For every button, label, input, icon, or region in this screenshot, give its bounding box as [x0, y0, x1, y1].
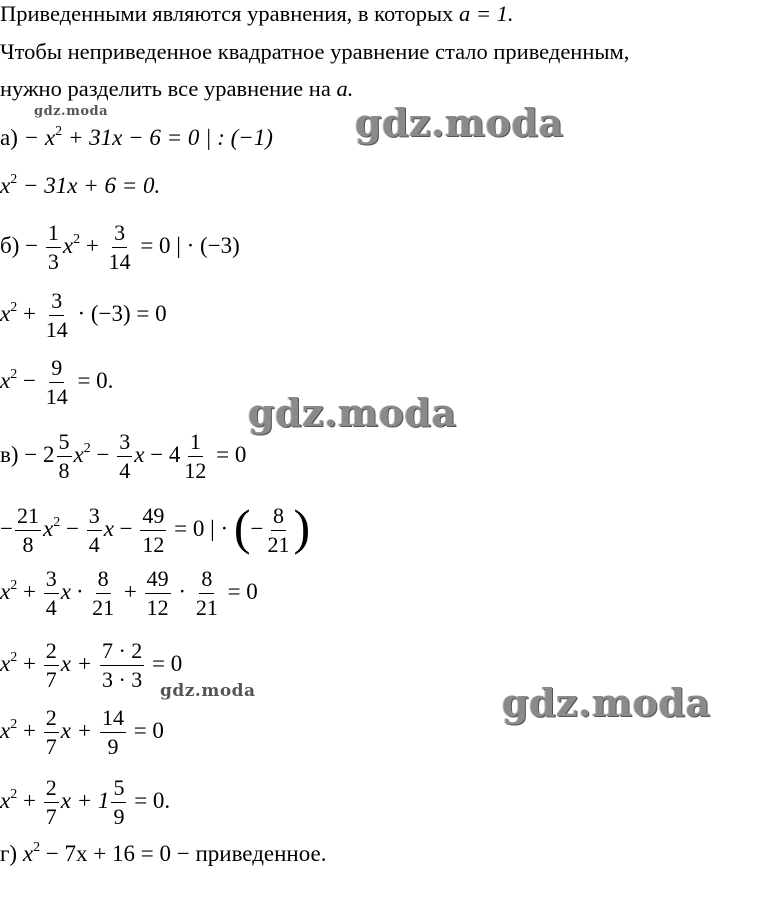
denominator: 14	[45, 384, 68, 409]
exponent: 2	[55, 124, 63, 139]
fraction	[44, 357, 70, 408]
watermark-small-top: gdz.moda	[34, 104, 109, 119]
watermark-right: gdz.moda	[502, 680, 711, 725]
eq-text: x	[0, 717, 11, 743]
fraction	[111, 777, 126, 828]
eq-text: = 0 | ·	[168, 515, 234, 541]
eq-text: x +	[60, 650, 98, 676]
eq-text: − 7x + 16 = 0 − приведенное.	[40, 841, 327, 866]
eq-text: − 31x + 6 = 0.	[17, 173, 161, 198]
part-a-eq1	[0, 124, 273, 156]
eq-text: x	[103, 515, 114, 541]
fraction	[107, 222, 133, 273]
eq-text: + 31x − 6 = 0 | : (−1)	[62, 125, 273, 150]
fraction	[46, 222, 61, 273]
denominator: 14	[45, 317, 68, 342]
intro-math-1: a = 1.	[458, 1, 514, 26]
paren-open: (	[233, 498, 251, 555]
denominator: 9	[107, 734, 119, 759]
denominator: 21	[267, 532, 290, 557]
eq-text: = 0 | · (−3)	[134, 232, 240, 258]
eq-text: x ·	[60, 578, 89, 604]
fraction	[117, 431, 132, 482]
eq-text: = 0	[127, 717, 164, 743]
fraction	[15, 505, 41, 556]
fraction	[44, 640, 59, 691]
exponent: 2	[10, 366, 18, 382]
intro-text-2: Чтобы неприведенное квадратное уравнение стало приведенным,	[0, 39, 630, 64]
eq-text: = 0.	[128, 787, 171, 813]
numerator: 3	[44, 568, 59, 594]
denominator: 21	[92, 595, 115, 620]
intro-text-3: нужно разделить все уравнение на	[0, 76, 337, 101]
eq-text: x	[0, 787, 11, 813]
part-b-eq2	[0, 290, 167, 341]
denominator: 7	[45, 667, 57, 692]
fraction	[140, 505, 166, 556]
exponent: 2	[33, 840, 41, 855]
numerator: 2	[44, 777, 59, 803]
part-a-eq2	[0, 172, 160, 204]
numerator: 2	[44, 640, 59, 666]
eq-text: −	[25, 232, 39, 258]
eq-text: x	[0, 300, 11, 326]
numerator: 5	[57, 431, 72, 457]
intro-text-1: Приведенными являются уравнения, в которых	[0, 1, 459, 26]
part-v-eq5	[0, 707, 164, 758]
numerator: 1	[46, 222, 61, 248]
numerator: 3	[87, 505, 102, 531]
eq-text: · (−3) = 0	[71, 300, 167, 326]
eq-text: −	[113, 515, 139, 541]
eq-text: x	[73, 441, 84, 467]
eq-text: +	[17, 650, 42, 676]
fraction	[44, 777, 59, 828]
numerator: 21	[15, 505, 41, 531]
part-g-label: г)	[0, 841, 18, 866]
eq-text: −	[250, 515, 264, 541]
fraction	[44, 707, 59, 758]
exponent: 2	[73, 231, 81, 247]
fraction	[100, 707, 126, 758]
intro-line-1	[0, 0, 514, 28]
eq-text: x	[0, 173, 11, 198]
numerator: 3	[117, 431, 132, 457]
eq-text: x	[42, 515, 54, 541]
numerator: 49	[140, 505, 166, 531]
eq-text: = 0	[146, 650, 183, 676]
part-g-eq	[0, 840, 326, 872]
intro-math-3: a.	[336, 76, 354, 101]
eq-text: −	[90, 441, 116, 467]
intro-line-3	[0, 75, 353, 103]
eq-text: = 0	[221, 578, 258, 604]
denominator: 12	[146, 595, 169, 620]
eq-text: x	[0, 650, 11, 676]
part-b-eq3	[0, 357, 113, 408]
fraction	[87, 505, 102, 556]
eq-text: − 2	[18, 441, 55, 467]
fraction	[57, 431, 72, 482]
part-b-eq1	[0, 222, 240, 273]
exponent: 2	[10, 299, 18, 315]
part-v-eq1	[0, 431, 246, 482]
eq-text: −	[60, 515, 85, 541]
eq-text: +	[17, 787, 42, 813]
fraction	[100, 640, 144, 691]
denominator: 12	[142, 532, 165, 557]
denominator: 4	[119, 458, 131, 483]
fraction	[90, 568, 116, 619]
fraction	[145, 568, 171, 619]
part-v-eq6	[0, 777, 170, 828]
exponent: 2	[53, 514, 61, 530]
numerator: 49	[145, 568, 171, 594]
watermark-middle: gdz.moda	[248, 390, 457, 435]
eq-text: +	[80, 232, 105, 258]
fraction	[194, 568, 220, 619]
paren-close: )	[293, 498, 311, 555]
denominator: 3 · 3	[101, 667, 143, 692]
denominator: 4	[45, 595, 57, 620]
fraction	[182, 431, 208, 482]
eq-text: −	[17, 367, 42, 393]
denominator: 8	[22, 532, 34, 557]
fraction	[44, 568, 59, 619]
fraction	[44, 290, 70, 341]
eq-text: x	[0, 367, 11, 393]
denominator: 7	[45, 804, 57, 829]
watermark-top: gdz.moda	[355, 100, 564, 145]
exponent: 2	[83, 440, 91, 456]
denominator: 8	[58, 458, 70, 483]
eq-text: − x	[23, 125, 56, 150]
numerator: 1	[188, 431, 203, 457]
numerator: 8	[271, 505, 286, 531]
numerator: 2	[44, 707, 59, 733]
eq-text: = 0	[210, 441, 247, 467]
eq-text: x	[62, 232, 74, 258]
denominator: 9	[113, 804, 125, 829]
eq-text: +	[17, 578, 42, 604]
exponent: 2	[10, 649, 18, 665]
denominator: 3	[47, 249, 59, 274]
eq-text: = 0.	[71, 367, 114, 393]
denominator: 7	[45, 734, 57, 759]
numerator: 8	[199, 568, 214, 594]
numerator: 7 · 2	[100, 640, 144, 666]
exponent: 2	[10, 716, 18, 732]
eq-text: − 4	[144, 441, 181, 467]
eq-text: x	[134, 441, 145, 467]
exponent: 2	[10, 786, 18, 802]
eq-text: x	[0, 578, 11, 604]
eq-text: ·	[172, 578, 192, 604]
denominator: 14	[108, 249, 131, 274]
exponent: 2	[10, 172, 18, 187]
eq-text: −	[0, 515, 13, 541]
eq-text: x +	[60, 717, 98, 743]
numerator: 5	[111, 777, 126, 803]
eq-text: +	[17, 300, 42, 326]
eq-text: x + 1	[60, 787, 110, 813]
intro-line-2	[0, 38, 629, 66]
fraction	[266, 505, 292, 556]
part-v-label: в)	[0, 441, 19, 467]
denominator: 21	[195, 595, 218, 620]
part-v-eq2	[0, 498, 311, 557]
numerator: 3	[49, 290, 64, 316]
watermark-small-bottom: gdz.moda	[160, 681, 256, 701]
eq-text: +	[17, 717, 42, 743]
numerator: 3	[112, 222, 127, 248]
part-v-eq4	[0, 640, 182, 691]
part-v-eq3	[0, 568, 258, 619]
denominator: 4	[88, 532, 100, 557]
numerator: 9	[49, 357, 64, 383]
part-b-label: б)	[0, 232, 20, 258]
eq-text: x	[17, 841, 34, 866]
eq-text: +	[118, 578, 143, 604]
exponent: 2	[10, 577, 18, 593]
numerator: 8	[96, 568, 111, 594]
numerator: 14	[100, 707, 126, 733]
denominator: 12	[184, 458, 207, 483]
part-a-label: а)	[0, 125, 18, 150]
